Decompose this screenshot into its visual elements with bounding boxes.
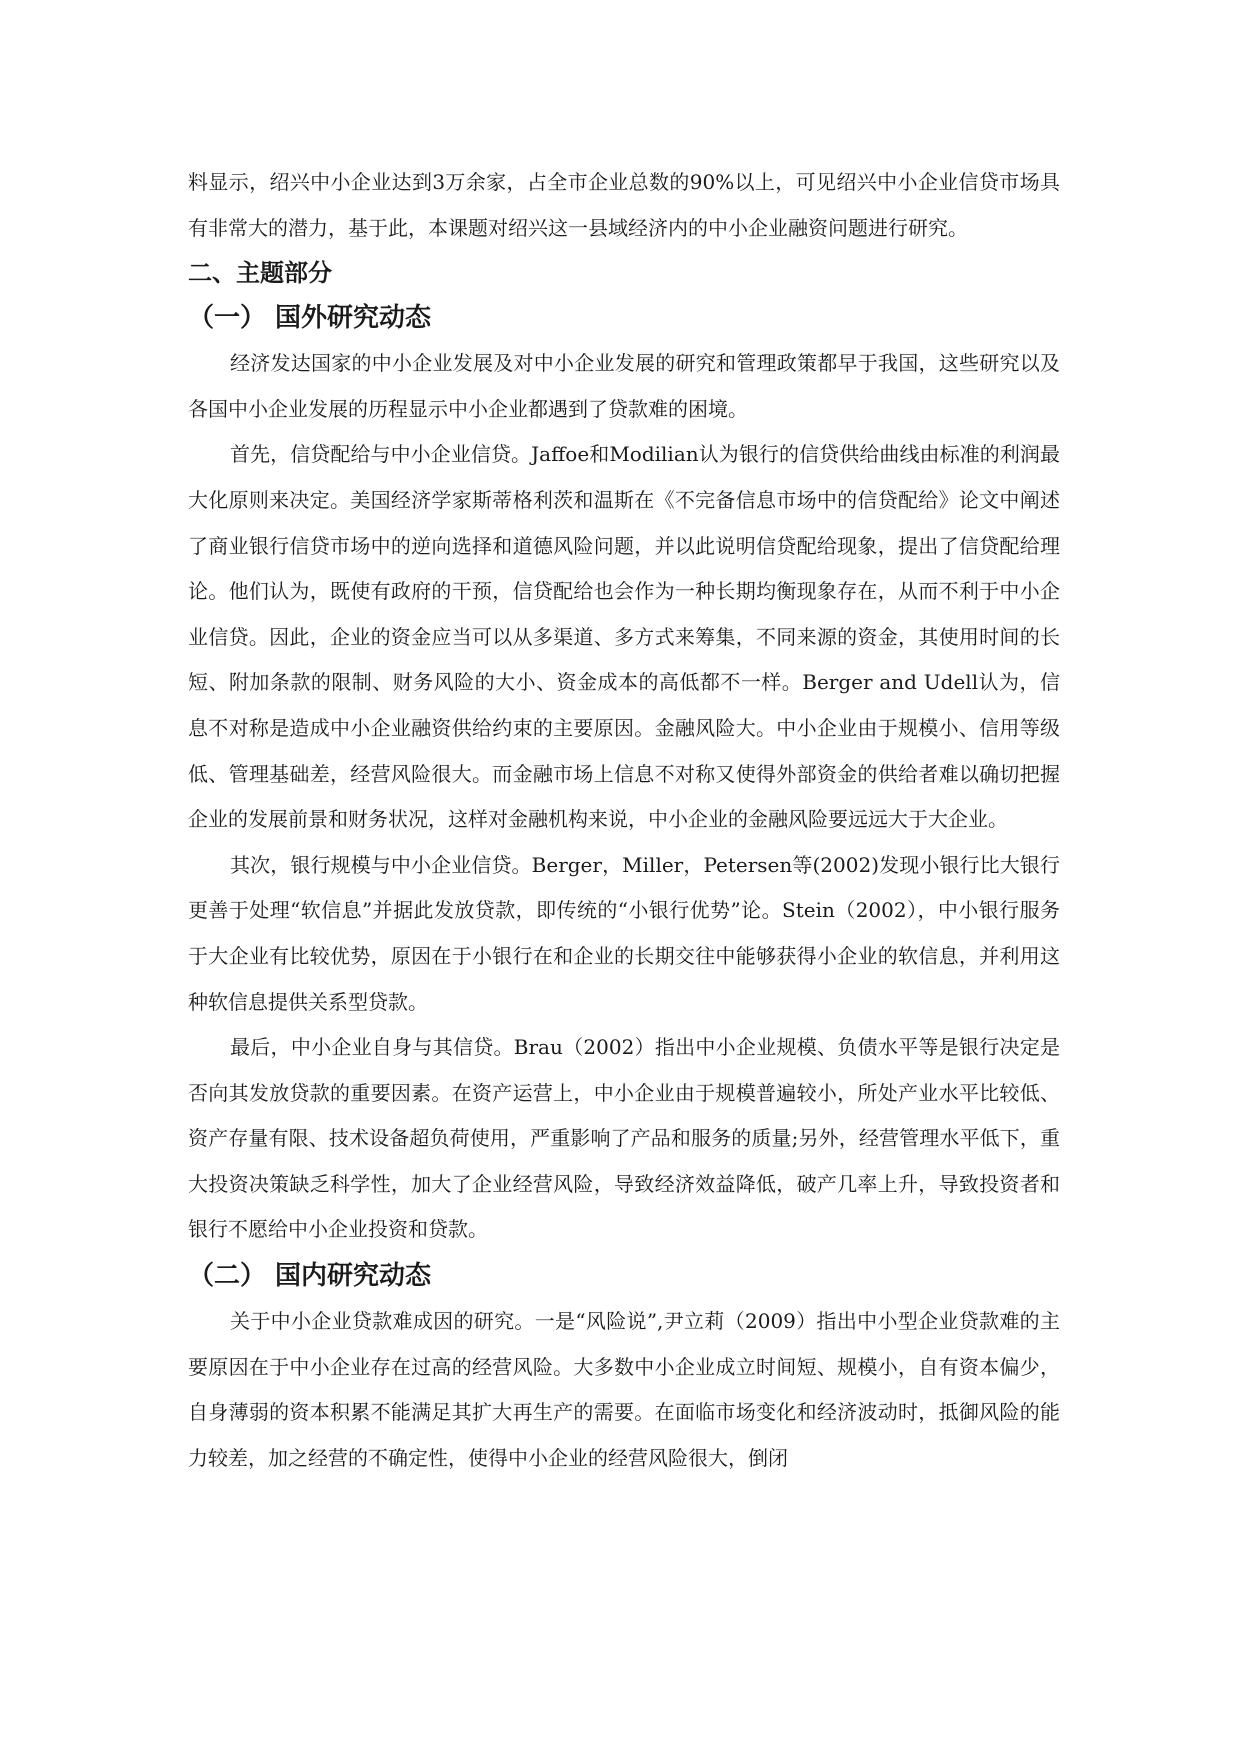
paragraph-bank-size: 其次，银行规模与中小企业信贷。Berger，Miller，Petersen等(2002)发现小银行比大银行更善于处理“软信息”并据此发放贷款，即传统的“小银行优势”论。Stein（2002），中小银行服务于大企业有比较优势，原因在于小银行在和企业的长期交往中能够获得小企业的软信息，并利用这种软信息提供关系型贷款。	[188, 852, 1060, 1014]
paragraph-intro-continued: 料显示，绍兴中小企业达到3万余家，占全市企业总数的90%以上，可见绍兴中小企业信贷市场具有非常大的潜力，基于此，本课题对绍兴这一县域经济内的中小企业融资问题进行研究。	[188, 170, 1060, 240]
paragraph-credit-rationing: 首先，信贷配给与中小企业信贷。Jaffoe和Modilian认为银行的信贷供给曲线由标准的利润最大化原则来决定。美国经济学家斯蒂格利茨和温斯在《不完备信息市场中的信贷配给》论文中阐述了商业银行信贷市场中的逆向选择和道德风险问题，并以此说明信贷配给现象，提出了信贷配给理论。他们认为，既使有政府的干预，信贷配给也会作为一种长期均衡现象存在，从而不利于中小企业信贷。因此，企业的资金应当可以从多渠道、多方式来筹集，不同来源的资金，其使用时间的长短、附加条款的限制、财务风险的大小、资金成本的高低都不一样。Berger and Udell认为，信息不对称是造成中小企业融资供给约束的主要原因。金融风险大。中小企业由于规模小、信用等级低、管理基础差，经营风险很大。而金融市场上信息不对称又使得外部资金的供给者难以确切把握企业的发展前景和财务状况，这样对金融机构来说，中小企业的金融风险要远远大于大企业。	[188, 442, 1060, 832]
heading-domestic-research: （二） 国内研究动态	[188, 1261, 432, 1292]
paragraph-domestic-risk: 关于中小企业贷款难成因的研究。一是“风险说”,尹立莉（2009）指出中小型企业贷款难的主要原因在于中小企业存在过高的经营风险。大多数中小企业成立时间短、规模小，自有资本偏少，自身薄弱的资本积累不能满足其扩大再生产的需要。在面临市场变化和经济波动时，抵御风险的能力较差，加之经营的不确定性，使得中小企业的经营风险很大，倒闭	[188, 1309, 1060, 1470]
paragraph-firm-factors: 最后，中小企业自身与其信贷。Brau（2002）指出中小企业规模、负债水平等是银行决定是否向其发放贷款的重要因素。在资产运营上，中小企业由于规模普遍较小，所处产业水平比较低、资产存量有限、技术设备超负荷使用，严重影响了产品和服务的质量;另外，经营管理水平低下，重大投资决策缺乏科学性，加大了企业经营风险，导致经济效益降低，破产几率上升，导致投资者和银行不愿给中小企业投资和贷款。	[188, 1035, 1060, 1242]
document-page	[188, 160, 1060, 1481]
heading-main-section: 二、主题部分	[188, 259, 332, 288]
heading-foreign-research: （一） 国外研究动态	[188, 303, 432, 334]
paragraph-foreign-overview: 经济发达国家的中小企业发展及对中小企业发展的研究和管理政策都早于我国，这些研究以及各国中小企业发展的历程显示中小企业都遇到了贷款难的困境。	[188, 351, 1060, 421]
